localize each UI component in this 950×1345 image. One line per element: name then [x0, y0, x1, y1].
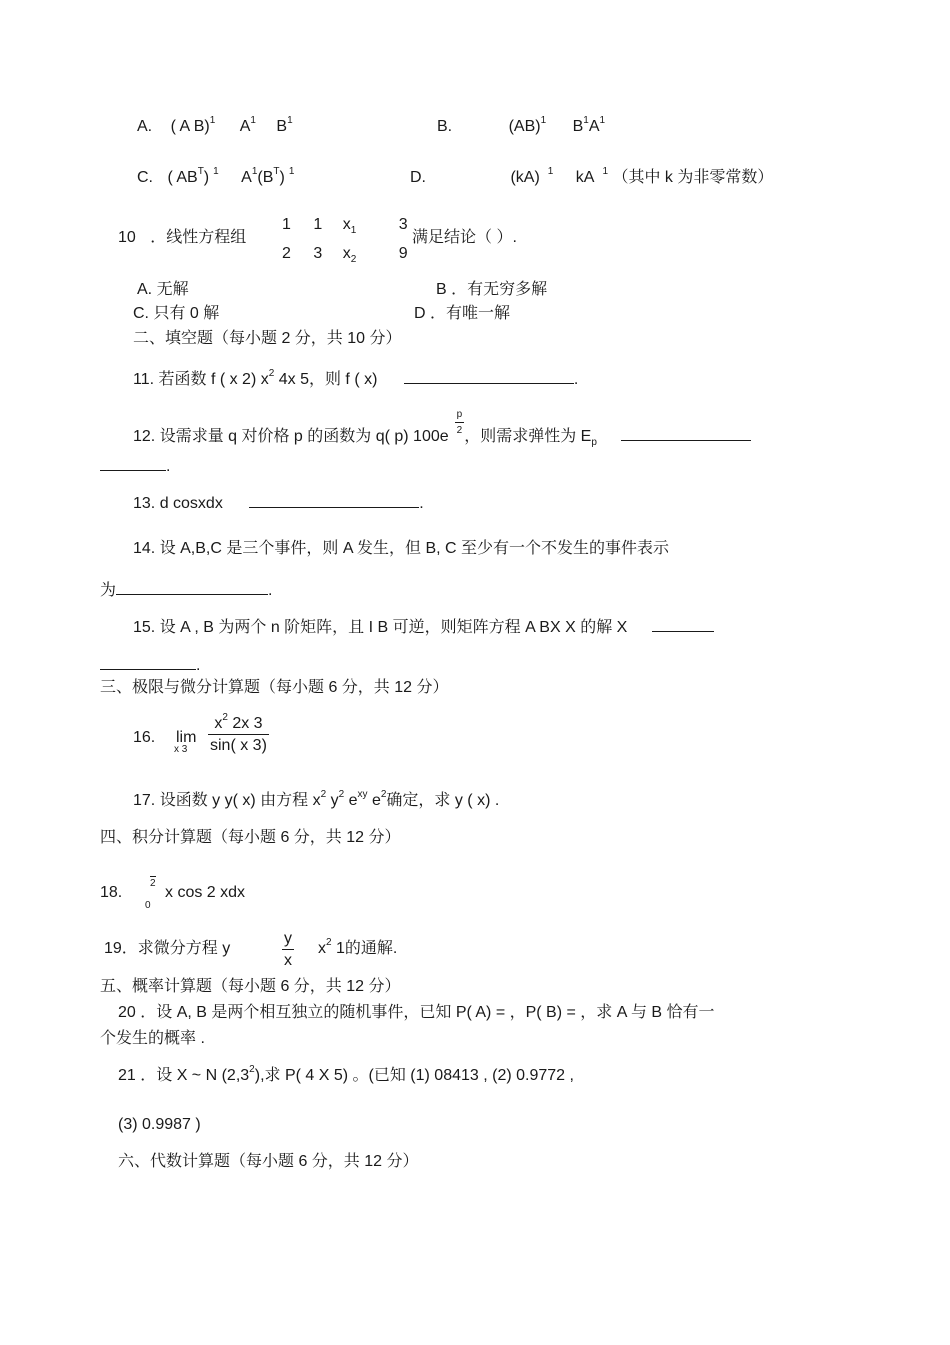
section-limits-title: 三、极限与微分计算题（每小题 6 分，共 12 分）: [100, 679, 449, 696]
q16-number: 16.: [133, 729, 156, 746]
q12-blank-continued: .: [100, 456, 170, 475]
q13: 13. d cosxdx .: [133, 495, 424, 512]
q15-blank-continued: .: [100, 655, 200, 674]
q18-upper-limit: 2: [150, 878, 156, 889]
q10-option-b: B ．有无穷多解: [436, 281, 548, 298]
section-algebra-title: 六、代数计算题（每小题 6 分，共 12 分）: [118, 1153, 419, 1170]
q16-fraction: $\frac{x^2 2x 3}{\sin( x 3)}$: [210, 712, 267, 754]
q15: 15. 设 A , B 为两个 n 阶矩阵，且 I B 可逆，则矩阵方程 A BX X 的解 X: [133, 617, 714, 636]
q19-fraction: $\frac{y}{x}$: [284, 930, 292, 969]
q16-lim: lim: [176, 729, 197, 746]
q13-answer-blank[interactable]: [249, 493, 419, 508]
q21-line2: (3) 0.9987 ): [118, 1116, 201, 1133]
q9-a-label: A.: [137, 118, 153, 135]
q11: 11. 若函数 f ( x 2) $x^2$ 4x 5，则 f ( x) .: [133, 368, 579, 388]
q18-lower-limit: 0: [145, 900, 151, 911]
q12: 12. 设需求量 q 对价格 p 的函数为 q( p) 100e $\frac{p}{2}$ ，则需求弹性为 $E_p$: [133, 424, 751, 450]
q18-number: 18.: [100, 884, 123, 901]
q15-answer-blank-2[interactable]: [100, 655, 196, 670]
q20-line2: 个发生的概率 .: [100, 1030, 205, 1047]
section-probability-title: 五、概率计算题（每小题 6 分，共 12 分）: [100, 978, 401, 995]
q19: 19．求微分方程 y: [104, 940, 231, 957]
q10-tail: 满足结论（ ）.: [412, 229, 517, 246]
q10-option-a: A. 无解: [137, 281, 189, 298]
q14-line2: 为 .: [100, 582, 273, 599]
q9-option-c: C. ( $AB^T$) $^1$ $A^1(B^T)$ $^1$: [137, 166, 295, 186]
q10-option-c: C. 只有 0 解: [133, 305, 220, 322]
q20-line1: 20 ．设 A, B 是两个相互独立的随机事件，已知 P( A) = ，P( B) = ，求 A 与 B 恰有一: [118, 1004, 715, 1021]
section-integral-title: 四、积分计算题（每小题 6 分，共 12 分）: [100, 829, 401, 846]
section-fill-in-title: 二、填空题（每小题 2 分，共 10 分）: [133, 330, 402, 347]
q9-option-b: B. (AB)$^1$ $B^1A^1$: [437, 115, 606, 135]
q15-answer-blank[interactable]: [652, 617, 714, 632]
q12-answer-blank[interactable]: [621, 426, 751, 441]
q11-answer-blank[interactable]: [404, 369, 574, 384]
q14-answer-blank[interactable]: [116, 580, 268, 595]
q10-option-d: D ．有唯一解: [414, 305, 511, 322]
q17: 17. 设函数 y y( x) 由方程 $x^2$ $y^2$ $e^{xy}$ $e^2$确定，求 y ( x) .: [133, 789, 500, 809]
q19-rhs: $x^2$ 1的通解.: [318, 937, 398, 957]
q16-lim-sub: x 3: [174, 744, 188, 755]
q21: 21 ．设 X ~ N $(2,3^2)$,求 P( 4 X 5) 。(已知 (1) 08413 , (2) 0.9772 ,: [118, 1064, 574, 1084]
q10-matrix-row1: 1 1 $x_1$ 3: [282, 216, 408, 236]
q14: 14. 设 A,B,C 是三个事件，则 A 发生，但 B, C 至少有一个不发生的事件表示: [133, 540, 670, 557]
q12-answer-blank-2[interactable]: [100, 456, 166, 471]
q10-stem: 10 ．线性方程组: [118, 229, 247, 246]
q10-matrix-row2: 2 3 $x_2$ 9: [282, 245, 408, 265]
q9-option-d: D. (kA) $^1$ kA $^1$ （其中 k 为非零常数）: [410, 166, 774, 186]
q18-integrand: x cos 2 xdx: [165, 884, 246, 901]
q9-option-a: A. ( A B)$^1$ $A^1$ $B^1$: [137, 115, 293, 135]
q12-exponent: $\frac{p}{2}$: [456, 409, 463, 436]
